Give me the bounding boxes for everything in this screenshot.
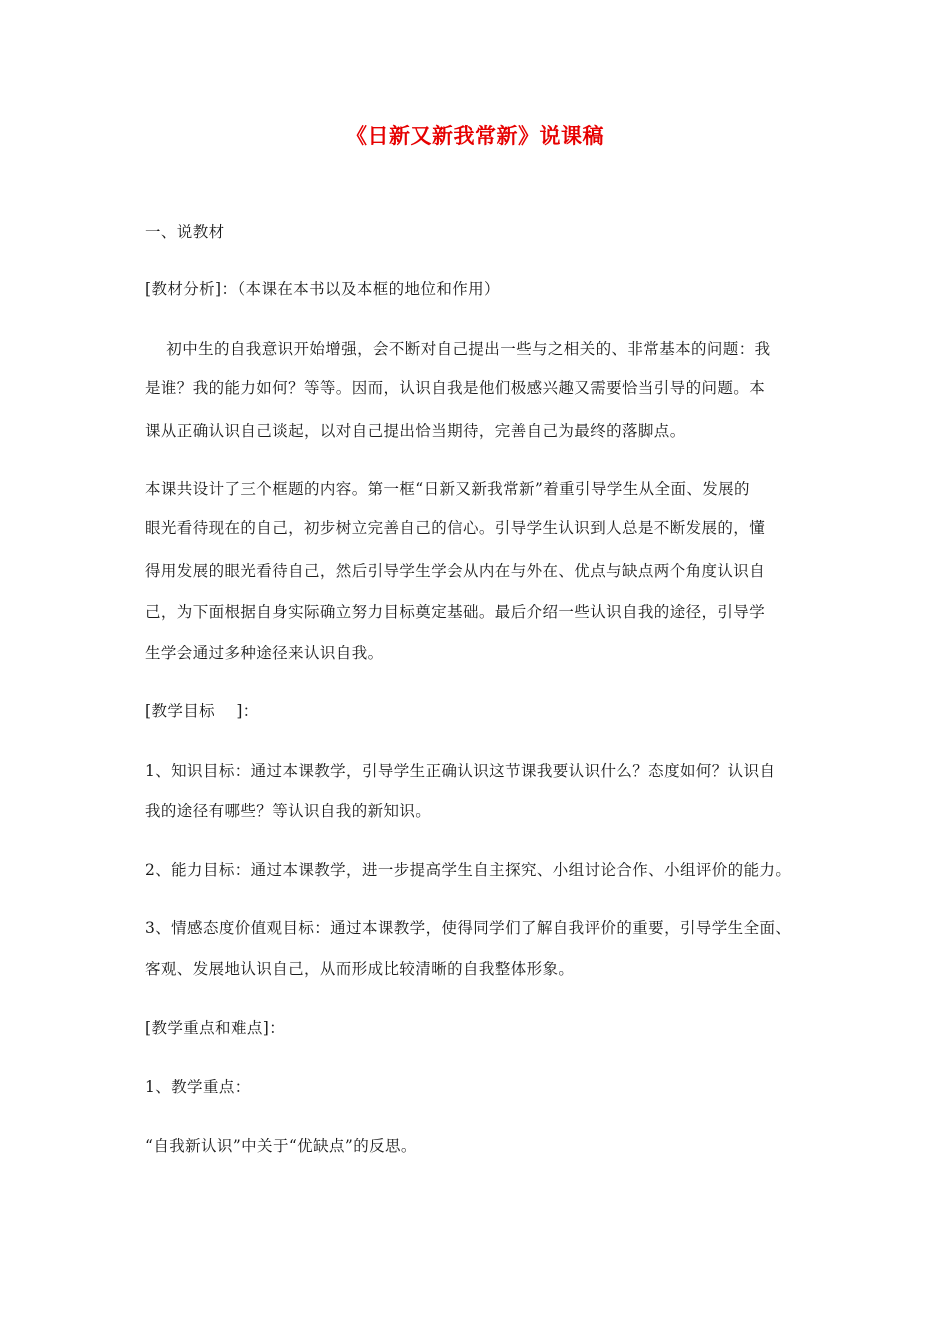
paragraph-line: 初中生的自我意识开始增强，会不断对自己提出一些与之相关的、非常基本的问题：我 [145, 340, 771, 358]
textbook-analysis-heading: [教材分析]：（本课在本书以及本框的地位和作用） [145, 280, 500, 298]
key-points-heading: [教学重点和难点]： [145, 1019, 286, 1037]
paragraph-line: 课从正确认识自己谈起，以对自己提出恰当期待，完善自己为最终的落脚点。 [145, 422, 686, 440]
goal-item-ability: 2、能力目标：通过本课教学，进一步提高学生自主探究、小组讨论合作、小组评价的能力。 [145, 861, 792, 879]
goal-item-knowledge: 1、知识目标：通过本课教学，引导学生正确认识这节课我要认识什么？态度如何？认识自 [145, 762, 776, 780]
teaching-goals-heading: [教学目标 ]： [145, 702, 259, 720]
section-heading-textbook: 一、说教材 [145, 223, 225, 241]
paragraph-line: 生学会通过多种途径来认识自我。 [145, 644, 384, 662]
paragraph-line: 己，为下面根据自身实际确立努力目标奠定基础。最后介绍一些认识自我的途径，引导学 [145, 603, 766, 621]
goal-item-emotion-continued: 客观、发展地认识自己，从而形成比较清晰的自我整体形象。 [145, 960, 575, 978]
document-title: 《日新又新我常新》说课稿 [346, 124, 604, 148]
paragraph-line: 得用发展的眼光看待自己，然后引导学生学会从内在与外在、优点与缺点两个角度认识自 [145, 562, 766, 580]
key-point-item: 1、教学重点： [145, 1078, 251, 1096]
paragraph-line: 是谁？我的能力如何？等等。因而，认识自我是他们极感兴趣又需要恰当引导的问题。本 [145, 379, 766, 397]
goal-item-knowledge-continued: 我的途径有哪些？等认识自我的新知识。 [145, 802, 432, 820]
paragraph-line: 眼光看待现在的自己，初步树立完善自己的信心。引导学生认识到人总是不断发展的，懂 [145, 519, 766, 537]
key-point-detail: “自我新认识”中关于“优缺点”的反思。 [145, 1137, 417, 1155]
paragraph-line: 本课共设计了三个框题的内容。第一框“日新又新我常新”着重引导学生从全面、发展的 [145, 480, 750, 498]
goal-item-emotion: 3、情感态度价值观目标：通过本课教学，使得同学们了解自我评价的重要，引导学生全面、 [145, 919, 792, 937]
